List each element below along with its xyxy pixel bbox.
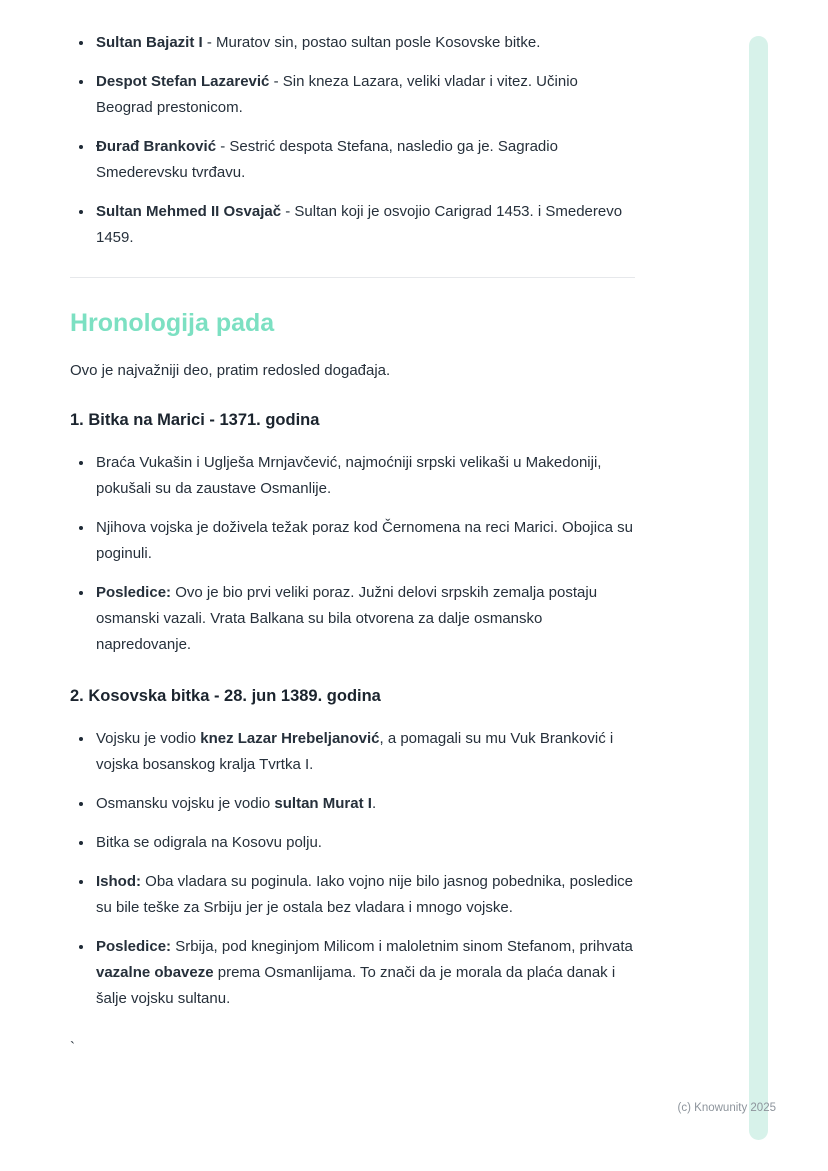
list-item <box>94 869 636 921</box>
bullet-text: Njihova vojska je doživela težak poraz kod Černomena na reci Marici. Obojica su poginuli. <box>96 519 633 562</box>
list-item <box>94 450 636 502</box>
list-item <box>94 580 636 658</box>
subsection-1-title: 1. Bitka na Marici - 1371. godina <box>70 411 320 429</box>
bullet-text: Osmansku vojsku je vodio <box>96 795 275 812</box>
bullet-text: Braća Vukašin i Uglješa Mrnjavčević, najmoćniji srpski velikaši u Makedoniji, pokušali su da zaustave Osmanlije. <box>96 454 602 497</box>
bullet-bold-text: Ishod: <box>96 873 141 890</box>
bullet-bold-text: Posledice: <box>96 584 172 601</box>
subsection-2-title: 2. Kosovska bitka - 28. jun 1389. godina <box>70 687 381 705</box>
rulers-list <box>70 30 636 251</box>
battle-kosovo-list <box>70 726 636 1012</box>
list-item <box>94 515 636 567</box>
list-item <box>94 199 636 251</box>
bullet-bold-text: Sultan Mehmed II Osvajač <box>96 203 282 220</box>
list-item <box>94 134 636 186</box>
section-heading: Hronologija pada <box>70 309 275 337</box>
bullet-bold-text: Posledice: <box>96 938 172 955</box>
stray-character: ` <box>70 1039 75 1056</box>
list-item <box>94 934 636 1012</box>
document-content <box>70 30 636 1058</box>
bullet-bold-text: Đurađ Branković <box>96 138 217 155</box>
bullet-text: Vojsku je vodio <box>96 730 201 747</box>
battle-marica-list <box>70 450 636 658</box>
list-item <box>94 830 636 856</box>
list-item <box>94 726 636 778</box>
bullet-text: Srbija, pod kneginjom Milicom i maloletnim sinom Stefanom, prihvata <box>171 938 633 955</box>
bullet-text: . <box>371 795 377 812</box>
bullet-bold-text: Despot Stefan Lazarević <box>96 73 270 90</box>
list-item <box>94 69 636 121</box>
bullet-text: - Sin kneza Lazara, veliki vladar i vitez. Učinio Beograd prestonicom. <box>96 73 578 116</box>
bullet-bold-text: vazalne obaveze <box>96 964 214 981</box>
bullet-bold-text: sultan Murat I <box>274 795 372 812</box>
bullet-text: Oba vladara su poginula. Iako vojno nije bilo jasnog pobednika, posledice su bile teške za Srbiju jer je ostala bez vladara i mnogo vojske. <box>96 873 634 916</box>
bullet-text: - Sestrić despota Stefana, nasledio ga je. Sagradio Smederevsku tvrđavu. <box>96 138 558 181</box>
scrollbar-thumb[interactable] <box>749 36 768 1140</box>
bullet-text: prema Osmanlijama. To znači da je morala da plaća danak i šalje vojsku sultanu. <box>96 964 616 1007</box>
bullet-text: Bitka se odigrala na Kosovu polju. <box>96 834 322 851</box>
section-intro: Ovo je najvažniji deo, pratim redosled događaja. <box>70 362 391 379</box>
bullet-text: - Muratov sin, postao sultan posle Kosovske bitke. <box>202 34 541 51</box>
bullet-bold-text: Sultan Bajazit I <box>96 34 203 51</box>
bullet-text: - Sultan koji je osvojio Carigrad 1453. i Smederevo 1459. <box>96 203 623 246</box>
divider <box>70 277 635 278</box>
bullet-text: , a pomagali su mu Vuk Branković i vojska bosanskog kralja Tvrtka I. <box>96 730 614 773</box>
list-item <box>94 30 636 56</box>
bullet-bold-text: knez Lazar Hrebeljanović <box>200 730 380 747</box>
list-item <box>94 791 636 817</box>
footer-credit: (c) Knowunity 2025 <box>677 1102 776 1114</box>
bullet-text: Ovo je bio prvi veliki poraz. Južni delovi srpskih zemalja postaju osmanski vazali. Vrata Balkana su bila otvorena za dalje osmansko napredovanje. <box>96 584 598 653</box>
